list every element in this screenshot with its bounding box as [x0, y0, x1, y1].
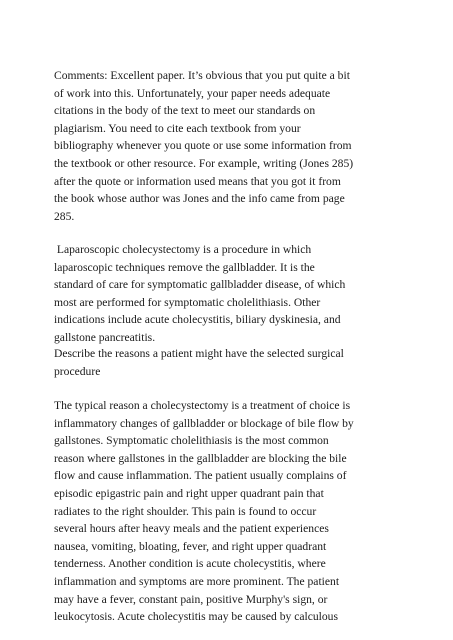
- text-line: gallstone pancreatitis.: [54, 330, 156, 344]
- text-line: the book whose author was Jones and the info came from page: [54, 192, 345, 206]
- text-line: several hours after heavy meals and the patient experiences: [54, 522, 329, 536]
- text-line: flow and cause inflammation. The patient usually complains of: [54, 469, 347, 483]
- text-line: may have a fever, constant pain, positive Murphy's sign, or: [54, 592, 328, 606]
- text-line: laparoscopic techniques remove the gallbladder. It is the: [54, 260, 315, 274]
- text-line: standard of care for symptomatic gallbladder disease, of which: [54, 278, 346, 292]
- text-line: radiates to the right shoulder. This pain is found to occur: [54, 504, 317, 518]
- text-line: The typical reason a cholecystectomy is a treatment of choice is: [54, 399, 351, 412]
- text-line: tenderness. Another condition is acute cholecystitis, where: [54, 557, 326, 571]
- text-line: the textbook or other resource. For example, writing (Jones 285): [54, 156, 354, 170]
- text-line: inflammation and symptoms are more prominent. The patient: [54, 574, 340, 588]
- text-line: nausea, vomiting, bloating, fever, and right upper quadrant: [54, 539, 327, 553]
- instructor-comments-paragraph: [54, 67, 404, 225]
- text-line: indications include acute cholecystitis, biliary dyskinesia, and: [54, 313, 341, 327]
- text-line: bibliography whenever you quote or use some information from: [54, 139, 352, 153]
- text-line: 285.: [54, 209, 75, 223]
- text-line: reason where gallstones in the gallbladder are blocking the bile: [54, 451, 347, 465]
- text-line: most are performed for symptomatic cholelithiasis. Other: [54, 295, 321, 309]
- answer-paragraph: [54, 397, 404, 626]
- text-line: citations in the body of the text to meet our standards on: [54, 104, 316, 118]
- text-line: Laparoscopic cholecystectomy is a procedure in which: [54, 243, 312, 256]
- text-line: leukocytosis. Acute cholecystitis may be caused by calculous: [54, 610, 338, 624]
- text-line: after the quote or information used means that you got it from: [54, 174, 341, 188]
- question-heading: [54, 345, 404, 380]
- intro-paragraph: [54, 241, 404, 347]
- text-line: episodic epigastric pain and right upper quadrant pain that: [54, 486, 324, 500]
- text-line: procedure: [54, 364, 101, 378]
- text-line: Describe the reasons a patient might have the selected surgical: [54, 347, 344, 360]
- text-line: plagiarism. You need to cite each textbook from your: [54, 121, 301, 135]
- text-line: gallstones. Symptomatic cholelithiasis is the most common: [54, 434, 329, 448]
- text-line: of work into this. Unfortunately, your paper needs adequate: [54, 86, 331, 100]
- text-line: inflammatory changes of gallbladder or blockage of bile flow by: [54, 416, 354, 430]
- text-line: Comments: Excellent paper. It’s obvious that you put quite a bit: [54, 69, 350, 82]
